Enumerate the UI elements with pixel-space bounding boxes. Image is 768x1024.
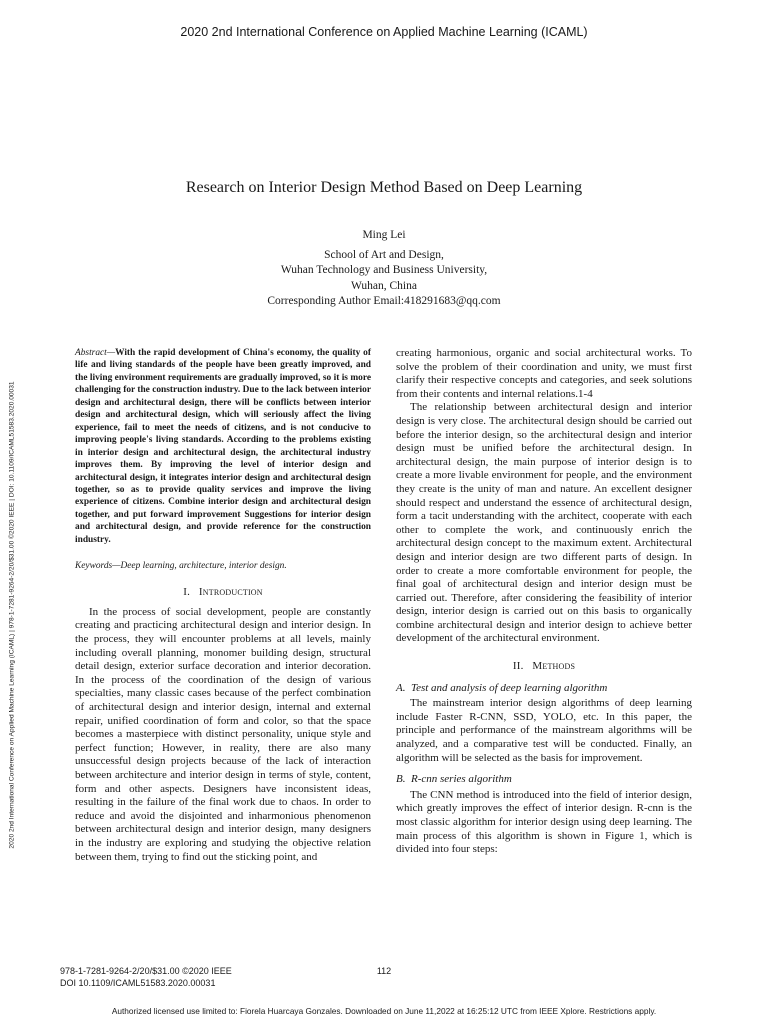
author-name: Ming Lei bbox=[362, 229, 406, 241]
affiliation-line: Wuhan Technology and Business University, bbox=[280, 264, 488, 276]
footer-doi: DOI 10.1109/ICAML51583.2020.00031 bbox=[60, 977, 216, 988]
affiliation-line: Wuhan, China bbox=[351, 279, 417, 292]
abstract bbox=[75, 347, 371, 546]
page-number: 112 bbox=[376, 966, 392, 976]
subsection-heading-b bbox=[396, 773, 692, 787]
abstract-label: Abstract— bbox=[75, 348, 116, 358]
side-citation-strip bbox=[2, 270, 22, 960]
keywords: Keywords—Deep learning, architecture, interior design. bbox=[75, 561, 287, 572]
side-citation-text: 2020 2nd International Conference on Applied Machine Learning (ICAML) | 978-1-7281-9264-2/20/$31.00 ©2020 IEEE | DOI: 10.1109/ICAML51583.2020.00031 bbox=[8, 381, 16, 849]
section-heading-methods bbox=[396, 660, 692, 674]
subsection-title: R-cnn series algorithm bbox=[410, 773, 512, 786]
section-heading-introduction bbox=[75, 586, 371, 600]
methods-paragraph-a: The mainstream interior design algorithms of deep learning include Faster R-CNN, SSD, YOLO, etc. In this paper, the principle and performance of the mainstream algorithms will be analyzed, and a comparative test will be conducted. Finally, an algorithm will be selected as the basis for improvement. bbox=[396, 697, 692, 764]
intro-paragraph-2: The relationship between architectural design and interior design is very close. The architectural design should be carried out before the interior design, so the architectural design and interior design must be unified before the architectural design. In architectural design, the main purpose of interior design is to create a more livable environment for people, and the environment they create is the unity of man and nature. An excellent designer should respect and understand the essence of architectural design, form a tacit understanding with the architect, cooperate with each other to complete the work, and continuously enrich the architectural design concept to the maximum extent. Architectural design and interior design are two different parts of design. In order to create a more comfortable environment for people, the final goal of architectural design and interior design must be carried out. Therefore, after considering the feasibility of interior design, interior design is carried out on this basis to organically combine architectural design and interior design to achieve better development of the architectural environment. bbox=[396, 401, 692, 645]
section-number: I. bbox=[183, 586, 191, 599]
section-title: Methods bbox=[532, 660, 576, 673]
subsection-label: A. bbox=[396, 681, 406, 694]
footer-isbn: 978-1-7281-9264-2/20/$31.00 ©2020 IEEE bbox=[60, 966, 232, 976]
intro-paragraph: In the process of social development, people are constantly creating and practicing architectural design and interior design. In the process, they will encounter problems at all levels, mainly including overall planning, monomer building design, structural detail design, exterior surface decoration and interior decoration. In the process of the coordination of the design of various specialties, many classic cases because of the perfect combination of architectural design and interior design, internal and external repair, unified coordination of form and color, so that the space becomes a masterpiece with distinct personality, unique style and perfect function; However, in reality, there are also many unsuccessful design projects because of the lack of interaction between architecture and interior design in terms of style, content, form and other aspects. Designers have inconsistent ideas, resulting in the failure of the final work due to chaos. In order to reduce and avoid the disjointed and inharmonious phenomenon between architectural design and interior design, many designers in the industry are exploring and studying the objective relation between them, trying to find out the sticking point, and bbox=[75, 605, 371, 863]
left-column bbox=[75, 347, 371, 864]
subsection-heading-a bbox=[396, 682, 692, 696]
methods-paragraph-b: The CNN method is introduced into the field of interior design, which greatly improves the effect of interior design. R-cnn is the most classic algorithm for interior design using deep learning. The main process of this algorithm is shown in Figure 1, which is divided into four steps: bbox=[396, 788, 692, 856]
conference-header: 2020 2nd International Conference on Applied Machine Learning (ICAML) bbox=[180, 25, 588, 39]
author-block bbox=[0, 228, 768, 310]
corresponding-email: Corresponding Author Email:418291683@qq.com bbox=[267, 295, 501, 307]
subsection-label: B. bbox=[396, 773, 406, 786]
section-number: II. bbox=[512, 660, 524, 673]
section-title: Introduction bbox=[198, 586, 263, 599]
abstract-text: With the rapid development of China's economy, the quality of life and living standards of the people have been greatly improved, and the living environment requirements are gradually improved, so it is more challenging for the construction industry. Due to the lack between interior design and architectural design, there will be conflicts between interior design and architectural design, which will seriously affect the living experience, fail to meet the needs of citizens, and is not conducive to improving people's living standards. According to the problems existing in interior design and architectural design, the architectural industry improves them. By improving the level of interior design and architectural design, it integrates interior design and architectural design together, so as to provide quality services and improve the living experience of citizens. Combine interior design and architectural design together, and put forward improvement Suggestions for interior design and architectural design, and provide reference for the construction industry. bbox=[75, 348, 371, 545]
right-column bbox=[396, 347, 692, 857]
license-notice: Authorized licensed use limited to: Fiorela Huarcaya Gonzales. Downloaded on June 11,2022 at 16:25:12 UTC from IEEE Xplore. Restrictions apply. bbox=[111, 1006, 657, 1016]
affiliation-line: School of Art and Design, bbox=[324, 248, 444, 261]
intro-paragraph-continued: creating harmonious, organic and social architectural works. To solve the problem of their coordination and unity, we must first clarify their respective concepts and categories, and seek solutions from their contents and internal relations.1-4 bbox=[396, 347, 692, 400]
subsection-title: Test and analysis of deep learning algorithm bbox=[410, 681, 608, 694]
paper-title: Research on Interior Design Method Based on Deep Learning bbox=[185, 179, 583, 196]
